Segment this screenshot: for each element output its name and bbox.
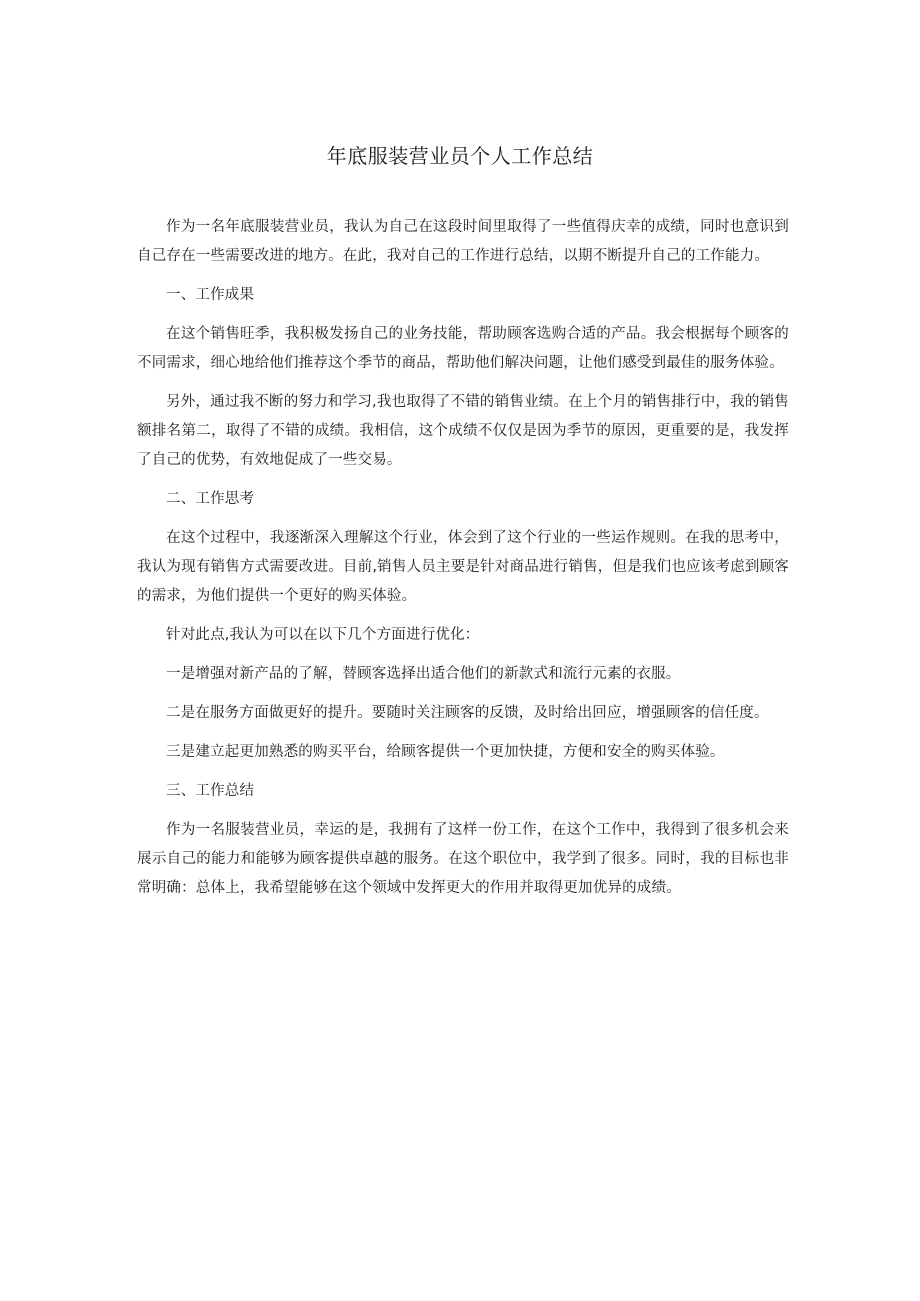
results-paragraph-1: 在这个销售旺季，我积极发扬自己的业务技能，帮助顾客选购合适的产品。我会根据每个顾客的不同需求，细心地给他们推荐这个季节的商品，帮助他们解决问题，让他们感受到最佳的服务体验。: [137, 326, 789, 371]
optimization-item-2: 二是在服务方面做更好的提升。要随时关注顾客的反馈，及时给出回应，增强顾客的信任度。: [166, 705, 769, 721]
section-heading-summary: 三、工作总结: [166, 783, 255, 799]
optimization-item-3: 三是建立起更加熟悉的购买平台，给顾客提供一个更加快捷，方便和安全的购买体验。: [166, 744, 725, 760]
document-body: [137, 213, 789, 913]
optimization-item-1: 一是增强对新产品的了解，替顾客选择出适合他们的新款式和流行元素的衣服。: [166, 666, 681, 682]
section-heading-results: 一、工作成果: [166, 287, 255, 303]
optimization-intro: 针对此点,我认为可以在以下几个方面进行优化：: [166, 627, 480, 643]
section-heading-reflection: 二、工作思考: [166, 491, 255, 507]
intro-paragraph: 作为一名年底服装营业员，我认为自己在这段时间里取得了一些值得庆幸的成绩，同时也意识到自己存在一些需要改进的地方。在此，我对自己的工作进行总结，以期不断提升自己的工作能力。: [137, 219, 789, 264]
reflection-paragraph: 在这个过程中，我逐渐深入理解这个行业，体会到了这个行业的一些运作规则。在我的思考中，我认为现有销售方式需要改进。目前,销售人员主要是针对商品进行销售，但是我们也应该考虑到顾客的需求，为他们提供一个更好的购买体验。: [137, 530, 789, 604]
summary-paragraph: 作为一名服装营业员，幸运的是，我拥有了这样一份工作，在这个工作中，我得到了很多机会来展示自己的能力和能够为顾客提供卓越的服务。在这个职位中，我学到了很多。同时，我的目标也非常明确：总体上，我希望能够在这个领域中发挥更大的作用并取得更加优异的成绩。: [137, 822, 789, 896]
results-paragraph-2: 另外，通过我不断的努力和学习,我也取得了不错的销售业绩。在上个月的销售排行中，我的销售额排名第二，取得了不错的成绩。我相信，这个成绩不仅仅是因为季节的原因，更重要的是，我发挥了自己的优势，有效地促成了一些交易。: [137, 394, 789, 468]
document-title: 年底服装营业员个人工作总结: [326, 144, 594, 168]
